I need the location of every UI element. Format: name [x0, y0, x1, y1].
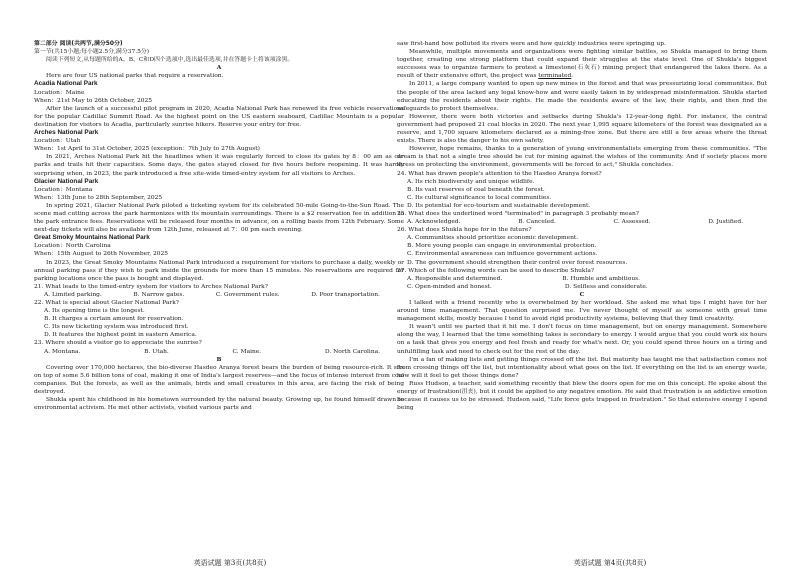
park-location: Location：Montana — [34, 186, 93, 193]
option-c: C. Open-minded and honest. — [407, 283, 492, 290]
option-c: C. Its new ticketing system was introduced first. — [44, 324, 189, 331]
option-d: D. Selfless and considerate. — [564, 283, 648, 290]
option-c: C. Environmental awareness can influence government actions. — [407, 251, 598, 258]
paragraph-text: Meanwhile, multiple movements and organizations were fighting similar battles, so Shukla managed to bring them together, creating one strong platform that could expand their struggles at the state level. One of Shukla's biggest successes was to organize farmers to protest a limestone(石灰石) mining project that endangered the lakes there. As a result of their extensive effort, the project was terminated. — [397, 49, 767, 80]
passage-c-paragraph-1: I talked with a friend recently who is overwhelmed by her workload. She asked me what tips I might have for her around time management. That question surprised me. I've never thought of myself as someone with great time management skills, mostly because I tend to avoid rigid productivity systems, believing that they limit creativity. — [397, 300, 767, 323]
passage-a-label: A — [216, 64, 222, 72]
question-26-stem: 26. What does Shukla hope for in the future? — [397, 227, 532, 234]
passage-b-paragraph-2: Shukla spent his childhood in his hometown surrounded by the natural beauty. Growing up, he found himself drawn to environmental activism. He met other activists, visited various parts and — [34, 397, 404, 412]
page-footer-left: 英语试题 第3页(共8页) — [193, 559, 267, 567]
option-a: A. Communities should prioritize economic development. — [407, 235, 579, 242]
section-instructions: 阅读下列短文,从每题所给的A、B、C和D四个选项中,选出最佳选项,并在答题卡上将该项涂黑。 — [46, 57, 294, 64]
question-23-stem: 23. Where should a visitor go to appreciate the sunrise? — [34, 340, 202, 347]
underlined-word: terminated — [538, 73, 572, 80]
passage-b-paragraph-1: Covering over 170,000 hectares, the bio-diverse Hasdeo Aranya forest bears the burden of being resource-rich. It sits on top of some 5.6 billion tons of coal, making it one of India's largest reserves—and the focus of intense interest from coal companies. But the forests, as well as the animals, birds and small creatures in this area, are facing the risk of being destroyed. — [34, 364, 404, 396]
option-a: A. Limited parking. — [44, 291, 102, 298]
option-b: B. Utah. — [144, 348, 169, 355]
option-c: C. Assessed. — [613, 219, 651, 226]
option-b: B. Humble and ambitious. — [562, 275, 641, 282]
park-title: Glacier National Park — [34, 177, 99, 185]
option-b: B. More young people can engage in environmental protection. — [407, 243, 597, 250]
question-21-stem: 21. What leads to the timed-entry system for visitors to Arches National Park? — [34, 283, 268, 290]
passage-c-label: C — [579, 290, 585, 298]
passage-c-paragraph-2: It wasn't until we parted that it hit me. I don't focus on time management, but on energy management. Somewhere along the way, I learned that the time something takes is secondary to energy. I would argue that you could work six hours on a task that gives you energy and feel fresh and ready for what's next. Or, you could spend three hours on a tiring and unfulfilling task and need to check out for the rest of the day. — [397, 324, 767, 355]
option-a: A. Acknowledged. — [407, 219, 461, 226]
passage-b-label: B — [216, 355, 222, 363]
option-d: D. Poor transportation. — [311, 291, 380, 298]
park-dates: When：1st April to 31st October, 2025 (exception：7th July to 27th August) — [34, 146, 260, 153]
park-title: Arches National Park — [34, 129, 99, 137]
option-a: A. Its rich biodiversity and unique wildlife. — [407, 178, 535, 185]
question-27-stem: 27. Which of the following words can be used to describe Shukla? — [397, 267, 595, 274]
question-27-options-row-1 — [397, 275, 767, 283]
passage-a-intro: Here are four US national parks that require a reservation. — [46, 73, 224, 80]
park-title: Acadia National Park — [34, 80, 98, 88]
park-description: In spring 2021, Glacier National Park piloted a ticketing system for its celebrated 50-mile Going-to-the-Sun Road. The scene mad cutting across the park harmonizes with its mountain surroundings. There is a $2 reservation fee in addition to the park entrance fees. Reservations will be released four months in advance, on a rolling basis from 12th February. Some next-day tickets will also be available from 12th June, released at 7：00 pm each evening. — [34, 202, 404, 234]
option-a: A. Montana. — [44, 348, 81, 355]
park-location: Location：Utah — [34, 138, 81, 145]
option-d: D. Justified. — [708, 219, 743, 226]
option-a: A. Responsible and determined. — [407, 275, 503, 282]
park-dates: When：21st May to 26th October, 2025 — [34, 97, 153, 104]
question-21-options — [34, 291, 404, 299]
passage-c-paragraph-3: I'm a fan of making lists and getting things crossed off the list. But maturity has taught me that satisfaction comes not from crossing things off the list, but intentionality about what goes on the list. If everything on the list is an energy waste, how will it feel to get those things done? — [397, 356, 767, 379]
park-dates: When：15th August to 26th November, 2025 — [34, 251, 168, 258]
option-b: B. Its vast reserves of coal beneath the forest. — [407, 186, 545, 193]
page-footer-right: 英语试题 第4页(共8页) — [573, 559, 647, 567]
option-d: D. The government should strengthen their control over forest resources. — [407, 259, 628, 266]
option-c: C. Government rules. — [215, 291, 280, 298]
option-b: B. Narrow gates. — [133, 291, 185, 298]
question-24-stem: 24. What has drawn people's attention to the Hasdeo Aranya forest? — [397, 170, 602, 177]
left-column — [34, 40, 404, 412]
right-column — [397, 40, 767, 412]
park-dates: When：13th June to 28th September, 2025 — [34, 194, 163, 201]
passage-b-paragraph-6: However, hope remains, thanks to a generation of young environmentalists emerging from these communities. "The dream is that not a single tree should be cut for mining against the wishes of the community. And if society places more stress on protecting the environment, governments will be forced to act," Shukla concludes. — [397, 146, 767, 169]
option-a: A. Its opening time is the longest. — [44, 308, 145, 315]
passage-b-paragraph-3 — [397, 48, 767, 80]
option-d: D. Its potential for eco-tourism and sustainable development. — [407, 202, 591, 209]
park-description: In 2023, the Great Smoky Mountains National Park introduced a requirement for visitors to purchase a daily, weekly or annual parking pass if they wish to park inside the grounds for more than 15 minutes. No reservations are required for parking locations once the pass is bought and displayed. — [34, 259, 404, 282]
passage-c-paragraph-4: Russ Hudson, a teacher, said something recently that blew the doors open for me on this concept. He spoke about the energy of frustration(沮丧), but it could be applied to any negative emotion. He said that frustration is an addictive emotion because it causes us to be stressed. Hudson said, "Life force gets trapped in frustration." So that extensive energy I spend being — [397, 380, 767, 412]
park-description: After the launch of a successful pilot program in 2020, Acadia National Park has renewed its free vehicle reservations for the popular Cadillac Summit Road. As the highest point on the US eastern seaboard, Cadillac Mountain is a popular destination for visitors to Acadia, particularly sunrise hikers. Reserve your entry for free. — [34, 105, 404, 128]
question-27-options-row-2 — [397, 283, 767, 291]
option-c: C. Its cultural significance to local communities. — [407, 194, 552, 201]
park-description: In 2021, Arches National Park hit the headlines when it was regularly forced to close its gates by 8：00 am as car parks and trails hit their capacities. Some days, the gates stayed closed for five hours before reopening. It was hardly surprising when, in 2023, the park introduced a free site-wide timed-entry system for all visitors to Arches. — [34, 154, 404, 177]
question-23-options — [34, 348, 404, 356]
park-location: Location：Maine — [34, 89, 85, 96]
option-c: C. Maine. — [232, 348, 262, 355]
passage-b-paragraph-5: However, there were both victories and setbacks during Shukla's 12-year-long fight. For instance, the central government had proposed 21 coal blocks in 2020. The next year 1,995 square kilometers of the forest was designated as a reserve, and 1,700 square kilometers declared as a mining-free zone. But there are still a few areas where the threat exists. There is also the danger to his own safety. — [397, 113, 767, 145]
question-25-options — [397, 218, 767, 226]
passage-b-paragraph-4: In 2011, a large company wanted to open up new mines in the forest and that was pressurizing local communities. But the people of the area lacked any legal know-how and were easily taken in by widespread misinformation. Shukla started educating the residents about their rights. He made the residents aware of the law, their rights, and then find the safeguards to protect themselves. — [397, 81, 767, 112]
passage-b-paragraph-2-cont: saw first-hand how polluted its rivers were and how quickly industries were springing up. — [397, 41, 666, 47]
option-b: B. Canceled. — [518, 219, 556, 226]
option-d: D. It features the highest point in eastern America. — [44, 332, 197, 339]
park-title: Great Smoky Mountains National Park — [34, 234, 150, 242]
option-d: D. North Carolina. — [324, 348, 380, 355]
section-subheading: 第一节(共15小题;每小题2.5分,满分37.5分) — [34, 49, 150, 56]
park-location: Location：North Carolina — [34, 243, 111, 250]
option-b: B. It charges a certain amount for reservation. — [44, 316, 184, 323]
question-22-stem: 22. What is special about Glacier National Park? — [34, 300, 179, 306]
section-heading: 第二部分 阅读(共两节,满分50分) — [34, 41, 123, 47]
question-25-stem: 25. What does the underlined word "terminated" in paragraph 3 probably mean? — [397, 210, 639, 217]
